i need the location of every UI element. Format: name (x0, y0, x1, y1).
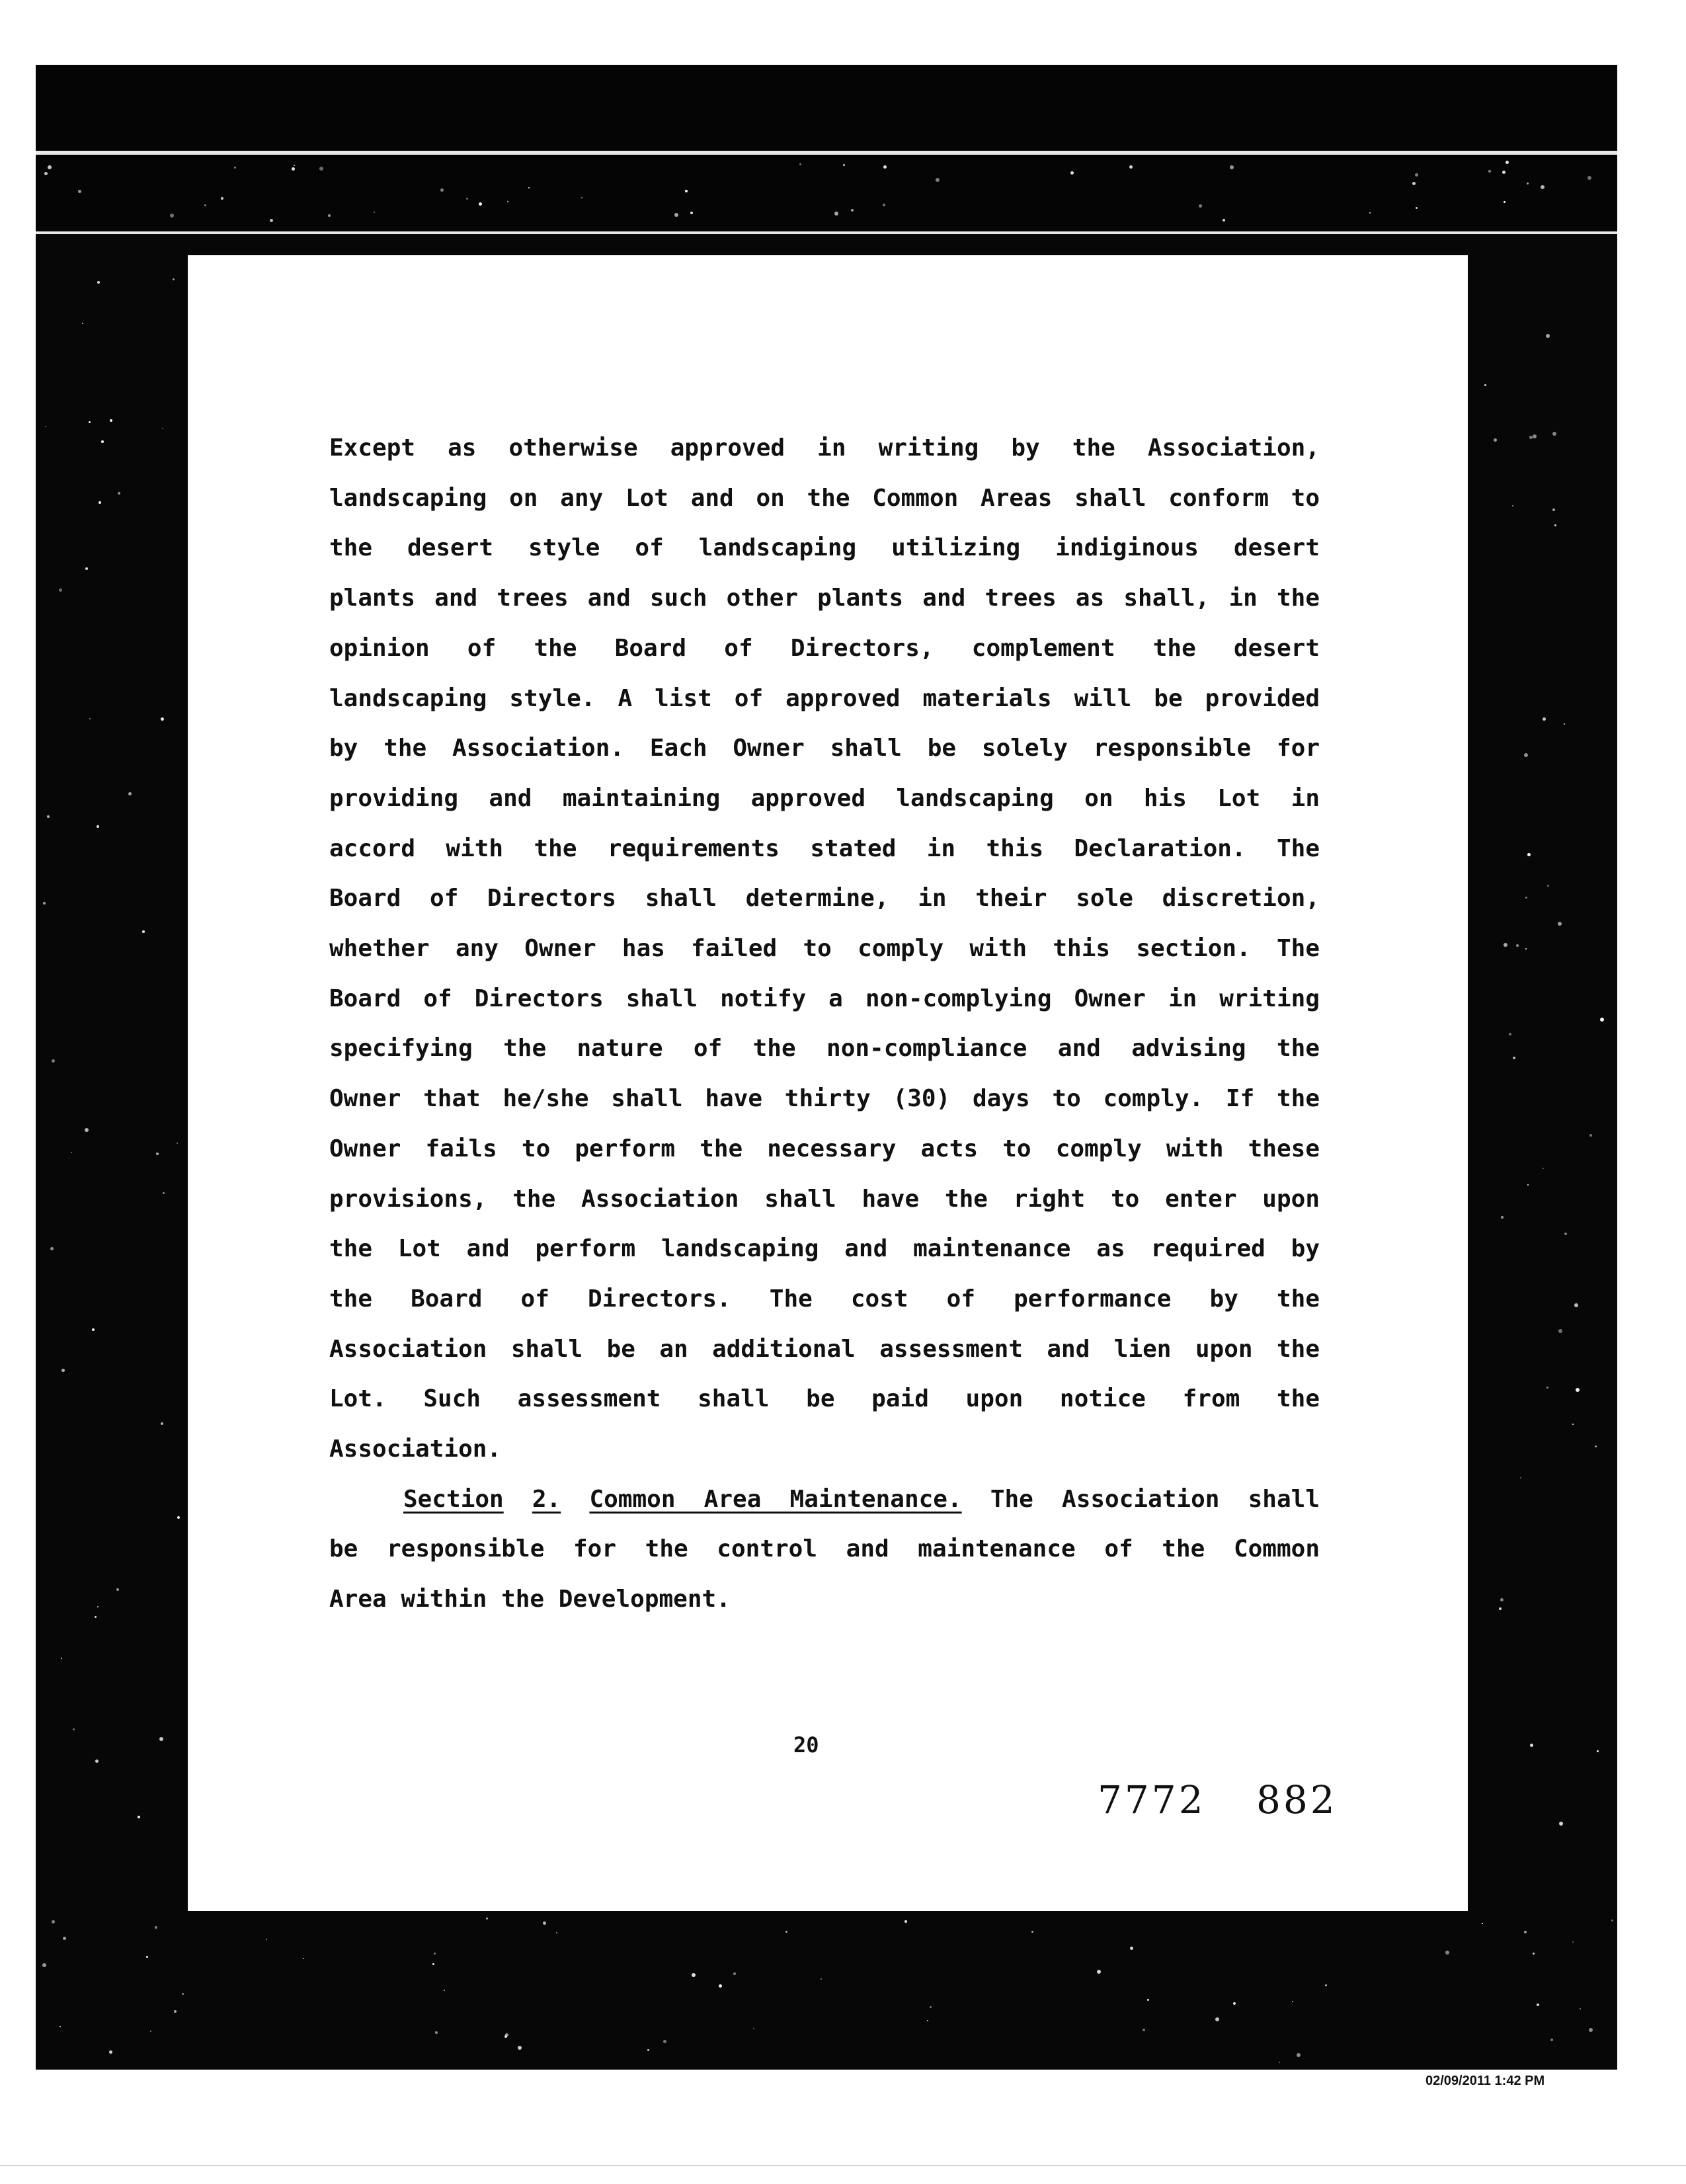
scan-speck (1546, 334, 1550, 338)
scan-speck (1416, 207, 1418, 209)
scan-speck (1494, 438, 1497, 442)
scan-speck (1504, 943, 1507, 947)
text-line: Lot. Such assessment shall be paid upon notice from the (329, 1385, 1320, 1413)
scan-speck (45, 426, 46, 427)
scan-speck (1504, 201, 1505, 203)
text-line: landscaping on any Lot and on the Common Areas shall conform to (329, 484, 1320, 512)
scan-speck (466, 198, 468, 200)
scan-speck (47, 2115, 48, 2117)
scan-speck (432, 1963, 434, 1965)
scan-speck (97, 825, 99, 828)
text-line: the Lot and perform landscaping and maintenance as required by (329, 1235, 1320, 1263)
scan-speck (161, 717, 164, 721)
scan-speck (883, 165, 887, 169)
scan-speck (1611, 1920, 1613, 1921)
scan-speck (1559, 1822, 1563, 1826)
scan-speck (834, 212, 838, 216)
scan-speck (1597, 1750, 1599, 1752)
scan-speck (73, 1728, 75, 1730)
scan-speck (1546, 1387, 1548, 1389)
scan-speck (159, 1737, 163, 1741)
scan-speck (163, 1192, 165, 1194)
scan-speck (435, 2031, 438, 2034)
scan-speck (1482, 1923, 1483, 1924)
scan-speck (1564, 1233, 1567, 1235)
scan-speck (1230, 165, 1234, 169)
scan-speck (97, 1606, 99, 1607)
scanner-top-band (36, 65, 1617, 227)
scan-speck (518, 2046, 522, 2050)
scan-speck (685, 190, 688, 192)
scanner-edge-line (36, 231, 1617, 234)
text-line: providing and maintaining approved landscaping on his Lot in (329, 784, 1320, 812)
scan-speck (440, 188, 444, 192)
section-2-heading-line (329, 1475, 1320, 1525)
scanner-edge-line (36, 151, 1617, 155)
recording-page-number: 882 (1256, 1777, 1338, 1822)
text-line: Board of Directors shall determine, in their sole discretion, (329, 885, 1320, 912)
scan-speck (161, 1422, 163, 1425)
text-line: Except as otherwise approved in writing by the Association, (329, 434, 1320, 462)
print-timestamp: 02/09/2011 1:42 PM (1425, 2074, 1545, 2088)
scan-speck (1490, 2181, 1493, 2184)
scan-speck (1550, 2039, 1553, 2041)
scan-speck (1572, 1424, 1574, 1425)
page-bottom-rule (0, 2165, 1686, 2166)
text-line: Association shall be an additional assessment and lien upon the (329, 1335, 1320, 1363)
scan-speck (1564, 723, 1565, 725)
scan-speck (1488, 170, 1491, 173)
scan-speck (1513, 1057, 1515, 1059)
scan-speck (1552, 508, 1555, 511)
scan-speck (162, 428, 163, 429)
scan-speck (753, 2028, 754, 2029)
scan-speck (48, 165, 52, 169)
scan-speck (1097, 1970, 1101, 1974)
scan-speck (1415, 173, 1418, 177)
scan-speck (47, 815, 50, 818)
section-number: 2. (532, 1485, 561, 1513)
text-line: by the Association. Each Owner shall be solely responsible for (329, 735, 1320, 762)
scan-speck (904, 1920, 907, 1923)
scan-speck (581, 197, 582, 198)
section-title: Common Area Maintenance. (589, 1485, 962, 1513)
section-text: The Association shall (990, 1485, 1320, 1513)
scan-speck (50, 1247, 54, 1250)
scan-speck (173, 278, 175, 280)
scan-speck (82, 323, 83, 324)
text-line: Board of Directors shall notify a non-complying Owner in writing (329, 985, 1320, 1012)
scan-speck (1558, 1329, 1562, 1333)
scan-speck (109, 2050, 112, 2054)
scan-speck (1527, 182, 1529, 184)
text-line: whether any Owner has failed to comply with this section. The (329, 935, 1320, 963)
text-line: landscaping style. A list of approved materials will be provided (329, 684, 1320, 712)
scan-speck (116, 1588, 119, 1591)
text-line: specifying the nature of the non-compliance and advising the (329, 1035, 1320, 1063)
section-label: Section (403, 1485, 504, 1513)
scan-speck (1147, 1999, 1149, 2001)
scan-speck (1297, 2053, 1301, 2057)
scan-speck (95, 1616, 97, 1618)
scan-speck (221, 197, 223, 200)
text-line: Owner that he/she shall have thirty (30) days to comply. If the (329, 1085, 1320, 1113)
text-line: plants and trees and such other plants and trees as shall, in the (329, 585, 1320, 612)
recording-book-number: 7772 (1098, 1777, 1206, 1822)
scan-speck (1129, 165, 1133, 169)
scan-speck (1199, 204, 1202, 208)
text-line: be responsible for the control and maintenance of the Common (329, 1535, 1320, 1563)
scan-speck (146, 1956, 148, 1958)
scan-speck (1565, 2158, 1568, 2160)
scan-speck (843, 164, 845, 166)
scan-speck (1533, 434, 1537, 438)
scan-speck (177, 1516, 180, 1519)
scan-speck (1533, 1953, 1535, 1955)
scan-speck (63, 1937, 66, 1940)
scan-speck (1512, 505, 1513, 506)
text-line: Owner fails to perform the necessary acts to comply with these (329, 1135, 1320, 1162)
text-line: the desert style of landscaping utilizing indiginous desert (329, 534, 1320, 562)
scan-speck (138, 1816, 140, 1818)
scan-speck (177, 1143, 178, 1144)
scan-speck (1223, 219, 1225, 222)
scan-speck (89, 421, 91, 423)
scan-speck (118, 492, 120, 495)
scan-speck (1589, 1134, 1592, 1137)
text-line: accord with the requirements stated in this Declaration. The (329, 834, 1320, 862)
text-line: Area within the Development. (329, 1586, 731, 1613)
scan-speck (1501, 1216, 1504, 1219)
scan-speck (883, 204, 885, 206)
scan-speck (150, 2031, 151, 2032)
scan-speck (1576, 1388, 1580, 1392)
scan-speck (1558, 922, 1562, 926)
scan-speck (142, 930, 145, 933)
text-line: provisions, the Association shall have the right to enter upon (329, 1185, 1320, 1213)
text-line: Association. (329, 1436, 502, 1463)
document-body (329, 423, 1320, 1625)
text-line: opinion of the Board of Directors, complement the desert (329, 634, 1320, 662)
page-number: 20 (793, 1732, 819, 1758)
scan-speck (1525, 948, 1527, 950)
scan-speck (1580, 2008, 1581, 2009)
scan-speck (1524, 1931, 1527, 1933)
scan-speck (328, 214, 331, 217)
scan-speck (101, 2148, 102, 2149)
text-line: the Board of Directors. The cost of performance by the (329, 1285, 1320, 1313)
scan-speck (1484, 384, 1486, 386)
